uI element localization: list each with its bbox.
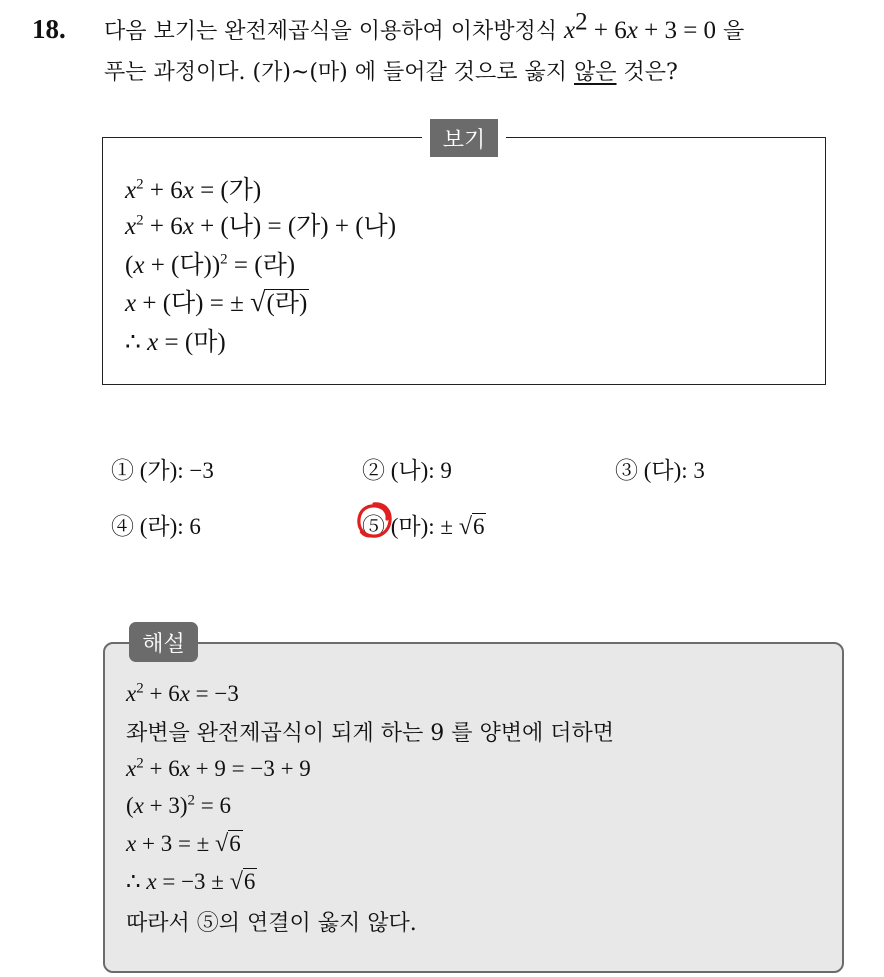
explanation-line: $x^2 + 6x = -3$	[126, 680, 239, 706]
explanation-title: 해설	[129, 622, 198, 662]
bogi-line: (x + (다))$^2$ = (라)	[125, 251, 296, 279]
choice-3[interactable]: ③ (다): 3	[615, 458, 705, 483]
question-underlined: 않은	[574, 60, 617, 85]
eq-part: + 6	[587, 17, 627, 44]
eq-exp: 2	[575, 8, 588, 36]
bogi-line: x + (다) = ± √(라)	[125, 287, 308, 318]
explanation-line: 좌변을 완전제곱식이 되게 하는 9 를 양변에 더하면	[126, 721, 614, 746]
explanation-line: ∴ x = −3 ± √6	[126, 869, 256, 895]
bogi-title: 보기	[422, 119, 506, 157]
question-text: 다음 보기는 완전제곱식을 이용하여 이차방정식	[104, 19, 558, 44]
sqrt-symbol: √6	[458, 514, 485, 540]
choice-2[interactable]: ② (나): 9	[362, 458, 452, 483]
question-text: 것은?	[623, 60, 678, 85]
question-line-1	[104, 8, 745, 45]
choice-4[interactable]: ④ (라): 6	[111, 514, 201, 539]
question-text: 을	[723, 19, 745, 44]
choice-5[interactable]: ⑤ (마): ± √6	[362, 514, 485, 540]
sqrt-symbol: √(라)	[250, 287, 308, 318]
question-line-2	[104, 55, 678, 86]
eq-var: x	[564, 17, 576, 44]
bogi-line: $x^2 + 6x$ = (가)	[125, 176, 262, 204]
question-number: 18.	[32, 14, 66, 44]
eq-var: x	[626, 17, 638, 44]
explanation-line: 따라서 ⑤의 연결이 옳지 않다.	[126, 911, 417, 936]
question-text: 푸는 과정이다. (가)~(마) 에 들어갈 것으로 옳지	[104, 60, 568, 85]
bogi-line: ∴ x = (마)	[125, 329, 226, 356]
choice-1[interactable]: ① (가): −3	[111, 458, 214, 483]
answer-circle-mark	[354, 500, 394, 540]
sqrt-symbol: √6	[215, 831, 241, 857]
explanation-line: x + 3 = ± √6	[126, 831, 241, 857]
eq-part: + 3 = 0	[637, 17, 717, 44]
bogi-line: $x^2 + 6x$ + (나) = (가) + (나)	[125, 212, 397, 240]
explanation-line: $x^2 + 6x + 9 = -3 + 9$	[126, 755, 311, 781]
explanation-line: $(x + 3)^2 = 6$	[126, 792, 232, 818]
sqrt-symbol: √6	[229, 869, 256, 895]
